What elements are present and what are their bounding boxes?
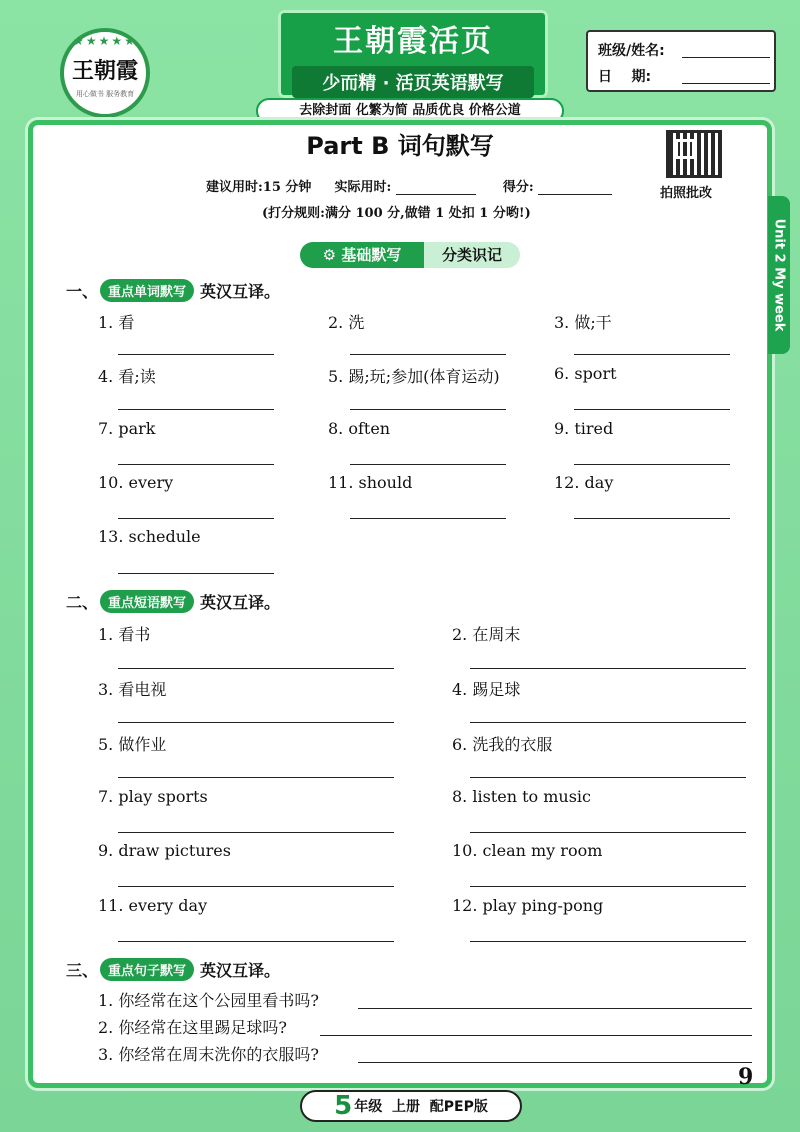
word-item-10: 10. every [98,473,174,492]
word-answer-13[interactable] [118,573,274,574]
page-title: Part B 词句默写 [306,132,494,160]
word-item-7: 7. park [98,419,156,438]
scoring-rule: (打分规则:满分 100 分,做错 1 处扣 1 分哟!) [262,206,531,221]
phrase-answer-3[interactable] [118,722,394,723]
section-2-instruction: 英汉互译。 [200,593,281,612]
section-banner-left [300,242,424,268]
word-answer-3[interactable] [574,354,730,355]
phrase-answer-10[interactable] [470,886,746,887]
actual-time-field[interactable] [396,194,476,195]
header-banner [278,10,548,98]
sentence-answer-1[interactable] [358,1008,752,1009]
word-item-8: 8. often [328,419,391,438]
brand-title: 王朝霞活页 [333,24,493,59]
word-answer-5[interactable] [350,409,506,410]
phrase-item-7: 7. play sports [98,787,208,806]
section-1-instruction: 英汉互译。 [200,282,281,301]
section-3-instruction: 英汉互译。 [200,961,281,980]
word-answer-2[interactable] [350,354,506,355]
phrase-item-12: 12. play ping-pong [452,896,604,915]
section-1-heading [66,279,280,302]
sentence-item-3: 3. 你经常在周末洗你的衣服吗? [98,1045,319,1064]
brand-subtitle: 少而精 · 活页英语默写 [292,66,534,98]
phrase-item-8: 8. listen to music [452,787,591,806]
phrase-answer-2[interactable] [470,668,746,669]
date-row [598,66,651,86]
medal-icon: ⚙ [322,246,342,264]
class-name-field[interactable] [682,57,770,58]
sentence-item-1: 1. 你经常在这个公园里看书吗? [98,991,319,1010]
section-banner [300,242,520,268]
word-answer-1[interactable] [118,354,274,355]
phrase-item-2: 2. 在周末 [452,625,521,644]
logo-subtext: 用心做书 服务教育 [75,90,135,98]
qr-code-icon[interactable] [666,130,722,178]
word-answer-7[interactable] [118,464,274,465]
phrase-answer-7[interactable] [118,832,394,833]
section-2-number: 二、 [66,593,99,612]
section-1-number: 一、 [66,282,99,301]
unit-side-tab-label: Unit 2 My week [771,218,787,332]
unit-side-tab [768,196,790,354]
phrase-answer-9[interactable] [118,886,394,887]
class-name-row [598,40,665,60]
word-item-13: 13. schedule [98,527,201,546]
section-1-pill: 重点单词默写 [100,279,194,302]
suggested-time: 建议用时:15 分钟 [206,180,312,195]
phrase-answer-4[interactable] [470,722,746,723]
word-answer-10[interactable] [118,518,274,519]
phrase-item-11: 11. every day [98,896,208,915]
student-info-box [586,30,776,92]
sentence-answer-3[interactable] [358,1062,752,1063]
word-item-6: 6. sport [554,364,617,383]
phrase-answer-5[interactable] [118,777,394,778]
date-field[interactable] [682,83,770,84]
word-answer-12[interactable] [574,518,730,519]
sentence-item-2: 2. 你经常在这里踢足球吗? [98,1018,287,1037]
phrase-answer-6[interactable] [470,777,746,778]
sentence-answer-2[interactable] [320,1035,752,1036]
page-number: 9 [738,1064,754,1090]
logo-text: 王朝霞 [71,58,138,84]
grade-number: 5 [334,1091,353,1121]
word-item-11: 11. should [328,473,413,492]
section-3-pill: 重点句子默写 [100,958,194,981]
section-2-heading [66,590,280,613]
logo-stars: ★★★★★ [73,34,137,48]
score-label: 得分: [502,180,534,195]
word-answer-6[interactable] [574,409,730,410]
word-item-2: 2. 洗 [328,313,365,332]
time-line [206,176,612,195]
phrase-item-6: 6. 洗我的衣服 [452,735,553,754]
actual-time-label: 实际用时: [334,180,392,195]
phrase-item-10: 10. clean my room [452,841,603,860]
word-answer-4[interactable] [118,409,274,410]
word-item-5: 5. 踢;玩;参加(体育运动) [328,367,500,386]
word-answer-8[interactable] [350,464,506,465]
word-item-12: 12. day [554,473,614,492]
word-answer-11[interactable] [350,518,506,519]
class-name-label: 班级/姓名: [598,43,665,59]
word-answer-9[interactable] [574,464,730,465]
section-banner-right: 分类识记 [424,242,520,268]
brand-logo [60,28,150,118]
phrase-item-9: 9. draw pictures [98,841,231,860]
date-label: 日 期: [598,69,652,85]
section-2-pill: 重点短语默写 [100,590,194,613]
section-3-number: 三、 [66,961,99,980]
phrase-item-1: 1. 看书 [98,625,151,644]
slogan: 去除封面 化繁为简 品质优良 价格公道 [256,98,564,124]
phrase-answer-12[interactable] [470,941,746,942]
score-field[interactable] [538,194,612,195]
phrase-answer-8[interactable] [470,832,746,833]
phrase-item-5: 5. 做作业 [98,735,167,754]
phrase-item-3: 3. 看电视 [98,680,167,699]
word-item-9: 9. tired [554,419,614,438]
phrase-answer-11[interactable] [118,941,394,942]
section-banner-left-label: 基础默写 [341,246,402,264]
phrase-answer-1[interactable] [118,668,394,669]
footer-text: 年级 上册 配PEP版 [354,1099,488,1115]
qr-label: 拍照批改 [660,186,713,201]
word-item-3: 3. 做;干 [554,313,612,332]
footer-badge [300,1090,522,1122]
word-item-4: 4. 看;读 [98,367,156,386]
phrase-item-4: 4. 踢足球 [452,680,521,699]
word-item-1: 1. 看 [98,313,135,332]
section-3-heading [66,958,280,981]
